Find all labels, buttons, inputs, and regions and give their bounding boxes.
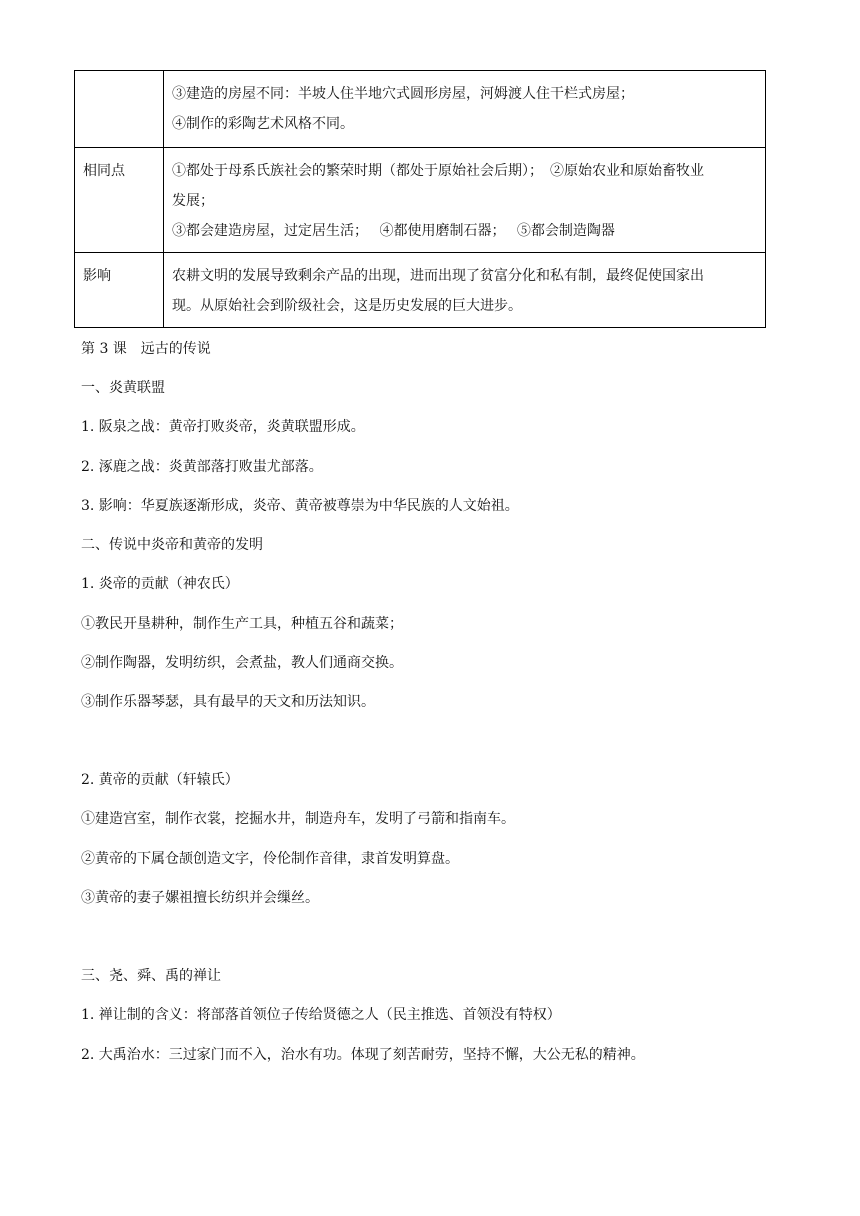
row-label-influence: 影响	[75, 253, 164, 328]
table-text-line: ④制作的彩陶艺术风格不同。	[172, 116, 354, 132]
lesson-title: 第 3 课 远古的传说	[81, 341, 211, 357]
section-heading-abdication: 三、尧、舜、禹的禅让	[81, 968, 221, 984]
list-item: ③制作乐器琴瑟，具有最早的天文和历法知识。	[81, 694, 375, 710]
row-label-cell	[75, 71, 164, 148]
section-heading-inventions: 二、传说中炎帝和黄帝的发明	[81, 537, 263, 553]
table-text-line: 现。从原始社会到阶级社会，这是历史发展的巨大进步。	[172, 298, 522, 314]
subheading-yandi: 1. 炎帝的贡献（神农氏）	[81, 576, 239, 592]
list-item: ②黄帝的下属仓颉创造文字，伶伦制作音律，隶首发明算盘。	[81, 851, 459, 867]
list-item: ②制作陶器，发明纺织，会煮盐，教人们通商交换。	[81, 655, 403, 671]
row-content-cell	[164, 253, 766, 328]
comparison-table	[74, 70, 766, 328]
table-text-line: 发展；	[172, 193, 214, 209]
table-row	[75, 71, 766, 148]
section-heading-yanhuang: 一、炎黄联盟	[81, 380, 165, 396]
row-content-cell	[164, 148, 766, 253]
paragraph: 1. 阪泉之战：黄帝打败炎帝，炎黄联盟形成。	[81, 419, 365, 435]
paragraph: 2. 大禹治水：三过家门而不入，治水有功。体现了刻苦耐劳，坚持不懈，大公无私的精神。	[81, 1047, 645, 1063]
list-item: ①建造宫室，制作衣裳，挖掘水井，制造舟车，发明了弓箭和指南车。	[81, 811, 515, 827]
table-row	[75, 148, 766, 253]
table-text-line: ①都处于母系氏族社会的繁荣时期（都处于原始社会后期）； ②原始农业和原始畜牧业	[172, 163, 704, 179]
row-label-similarities: 相同点	[75, 148, 164, 253]
paragraph: 1. 禅让制的含义：将部落首领位子传给贤德之人（民主推选、首领没有特权）	[81, 1007, 561, 1023]
table-row	[75, 253, 766, 328]
subheading-huangdi: 2. 黄帝的贡献（轩辕氏）	[81, 772, 239, 788]
list-item: ①教民开垦耕种，制作生产工具，种植五谷和蔬菜；	[81, 616, 403, 632]
table-text-line: ③都会建造房屋，过定居生活； ④都使用磨制石器； ⑤都会制造陶器	[172, 223, 615, 239]
list-item: ③黄帝的妻子嫘祖擅长纺织并会缫丝。	[81, 890, 319, 906]
table-text-line: ③建造的房屋不同：半坡人住半地穴式圆形房屋，河姆渡人住干栏式房屋；	[172, 86, 634, 102]
table-text-line: 农耕文明的发展导致剩余产品的出现，进而出现了贫富分化和私有制，最终促使国家出	[172, 268, 704, 284]
paragraph: 2. 涿鹿之战：炎黄部落打败蚩尤部落。	[81, 459, 323, 475]
row-content-cell	[164, 71, 766, 148]
paragraph: 3. 影响：华夏族逐渐形成，炎帝、黄帝被尊崇为中华民族的人文始祖。	[81, 498, 519, 514]
